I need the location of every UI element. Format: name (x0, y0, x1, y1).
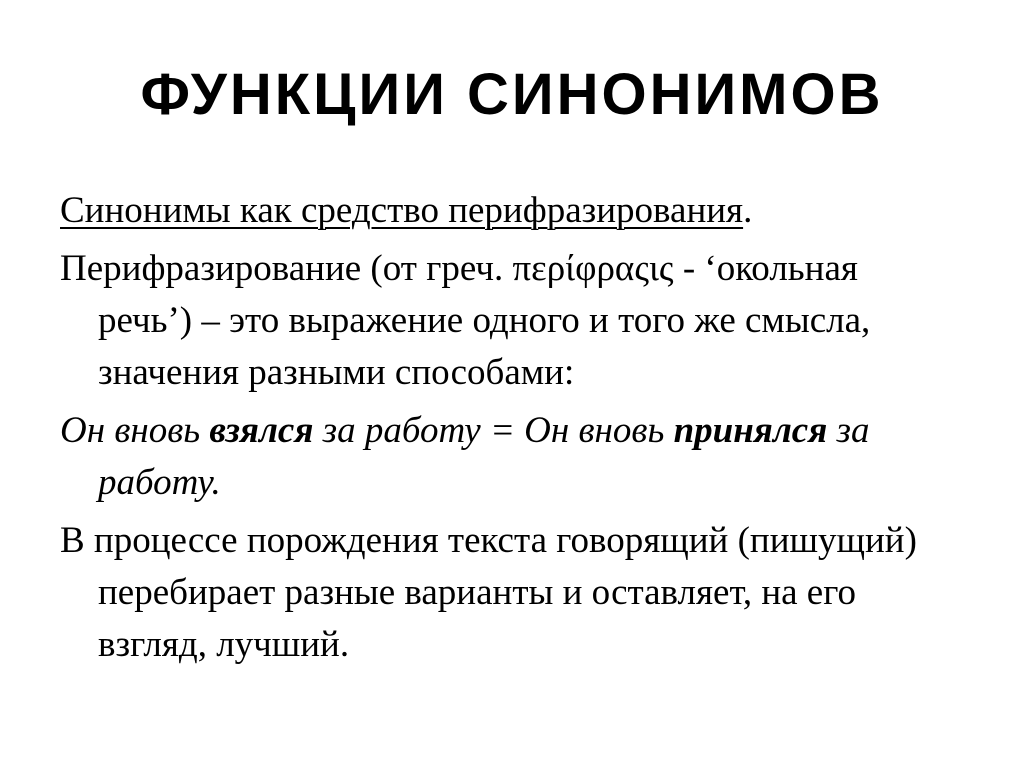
paragraph-periphrasis-definition: Перифразирование (от греч. περίφραςις - ‘окольная речь’) – это выражение одного и того же смысла, значения разными способами: (60, 248, 871, 393)
paragraph-synonyms-as-means (60, 185, 960, 237)
paragraph-example (60, 405, 960, 509)
example-bold-word-2: принялся (673, 410, 828, 451)
example-part-1: Он вновь (60, 410, 210, 451)
paragraph-text-generation: В процессе порождения текста говорящий (пишущий) перебирает разные варианты и оставляет, на его взгляд, лучший. (60, 520, 917, 665)
example-bold-word-1: взялся (209, 410, 314, 451)
example-part-2: за работу = Он вновь (313, 410, 674, 451)
slide-title: ФУНКЦИИ СИНОНИМОВ (140, 62, 884, 127)
example-part-3: за работу. (98, 410, 870, 503)
heading-period: . (743, 190, 753, 231)
slide-body (60, 185, 960, 677)
underlined-heading-text: Синонимы как средство перифразирования (60, 190, 744, 231)
